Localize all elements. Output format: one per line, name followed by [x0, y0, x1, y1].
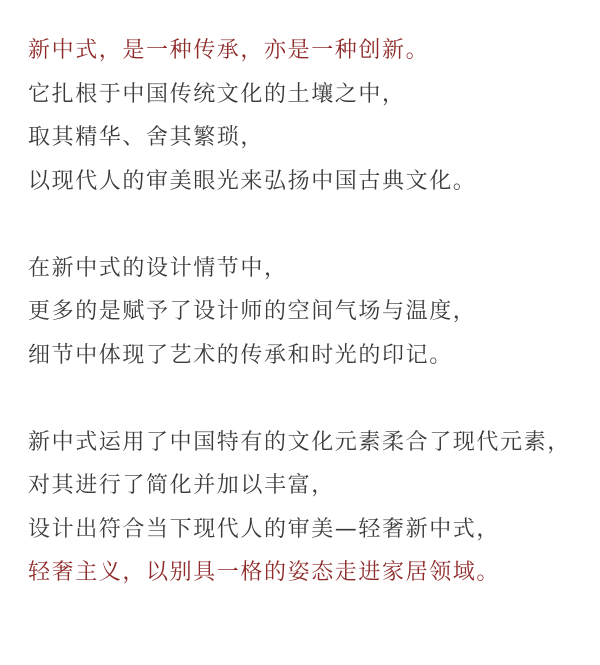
- body-line: 更多的是赋予了设计师的空间气场与温度，: [28, 299, 477, 324]
- body-line: 设计出符合当下现代人的审美—轻奢新中式，: [28, 516, 501, 542]
- body-line: 取其精华、舍其繁琐，: [28, 125, 265, 150]
- article-body: [28, 29, 588, 595]
- highlight-line-closing: 轻奢主义，以别具一格的姿态走进家居领域。: [28, 560, 501, 585]
- body-line: 它扎根于中国传统文化的土壤之中，: [28, 81, 406, 107]
- body-line: 对其进行了简化并加以丰富，: [28, 473, 335, 498]
- highlight-line-opening: 新中式，是一种传承，亦是一种创新。: [28, 38, 430, 63]
- body-line: 新中式运用了中国特有的文化元素柔合了现代元素，: [28, 429, 571, 455]
- body-line: 细节中体现了艺术的传承和时光的印记。: [28, 342, 453, 368]
- paragraph-spacer: [28, 377, 588, 421]
- body-line: 在新中式的设计情节中，: [28, 255, 288, 281]
- paragraph-spacer: [28, 203, 588, 247]
- body-line: 以现代人的审美眼光来弘扬中国古典文化。: [28, 168, 477, 194]
